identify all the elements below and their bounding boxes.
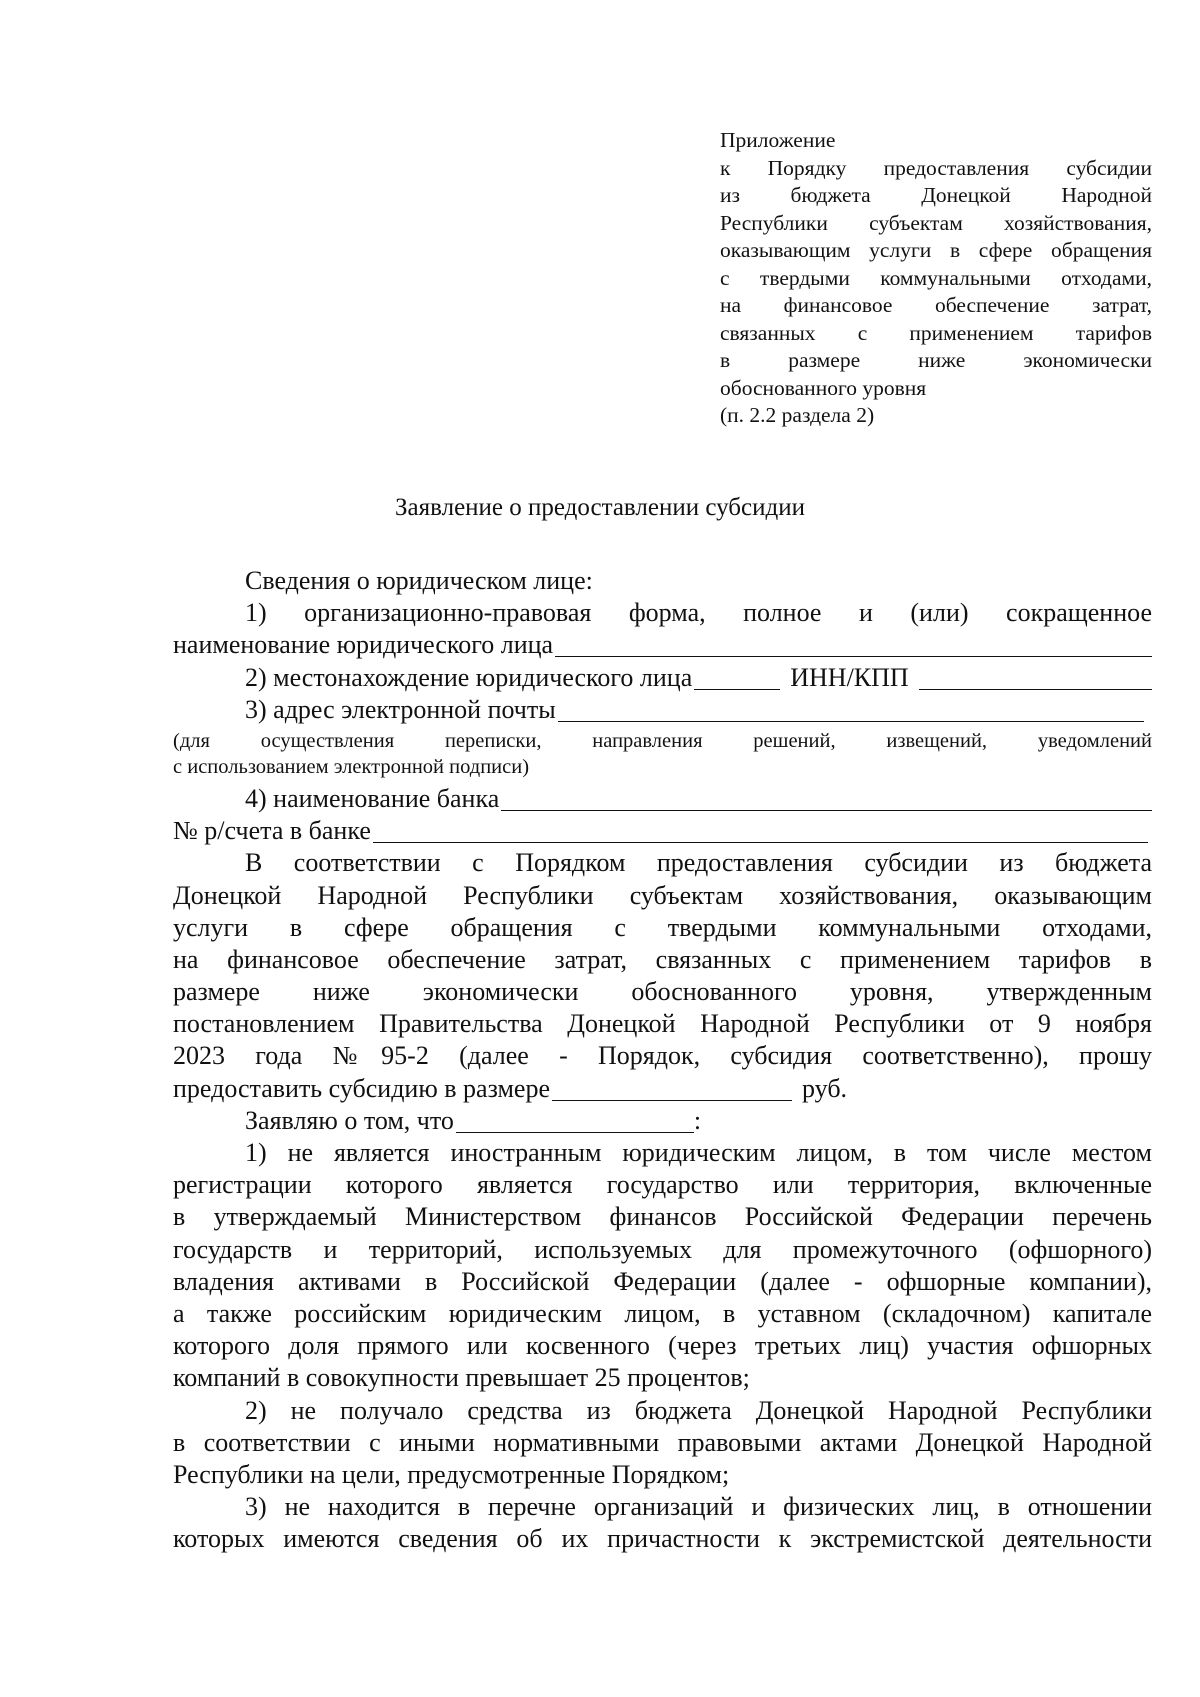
item3-label: 3) адрес электронной почты [245,694,556,724]
subsidy-amount-field[interactable] [552,1099,792,1101]
appendix-line: обоснованного уровня [720,375,927,400]
email-field[interactable] [558,720,1144,722]
email-note [173,728,1152,780]
entity-name-field[interactable] [555,655,1152,657]
appendix-line: (п. 2.2 раздела 2) [720,403,875,427]
document-body [173,565,1152,1555]
item4-line [173,783,1152,815]
subsidy-amount-label: предоставить субсидию в размере [173,1073,551,1103]
declaration-item3-line: которых имеются сведения об их причастности к экстремистской деятельности [173,1524,1152,1554]
appendix-line: в размере ниже экономически [720,348,1152,372]
declaration-item1-line: государств и территорий, используемых для промежуточного (офшорного) [173,1234,1152,1264]
location-field[interactable] [694,688,780,690]
request-line: 2023 года №95-2 (далее - Порядок, субсидия соответственно), прошу [173,1041,1152,1071]
request-last-line [173,1073,1152,1105]
item1-line2 [173,629,1152,661]
currency-label: руб. [802,1073,848,1103]
item1-line1: 1) организационно-правовая форма, полное и (или) сокращенное [245,598,1152,628]
declaration-item1-line: а также российским юридическим лицом, в уставном (складочном) капитале [173,1298,1152,1328]
request-line: на финансовое обеспечение затрат, связанных с применением тарифов в [173,944,1152,974]
account-label: № р/счета в банке [173,816,371,846]
bank-name-field[interactable] [501,809,1152,811]
declaration-item1-line: 1) не является иностранным юридическим лицом, в том числе местом [245,1138,1152,1167]
inn-kpp-field[interactable] [919,688,1152,690]
appendix-line: оказывающим услуги в сфере обращения [720,238,1152,262]
document-title: Заявление о предоставлении субсидии [395,494,805,521]
declaration-label: Заявляю о том, что [245,1105,454,1135]
item1-label: наименование юридического лица [173,630,554,660]
appendix-line: Приложение [720,128,836,152]
request-line: услуги в сфере обращения с твердыми коммунальными отходами, [173,912,1152,942]
item2-line [173,662,1152,694]
declaration-line [173,1105,1152,1137]
appendix-line: на финансовое обеспечение затрат, [720,293,1152,317]
declaration-colon: : [693,1105,702,1135]
appendix-line: Республики субъектам хозяйствования, [720,210,1152,235]
inn-kpp-label: ИНН/КПП [790,662,909,692]
declaration-item1-line: которого доля прямого или косвенного (через третьих лиц) участия офшорных [173,1331,1152,1361]
request-line: Донецкой Народной Республики субъектам хозяйствования, оказывающим [173,880,1152,910]
declaration-item1-line: в утверждаемый Министерством финансов Российской Федерации перечень [173,1202,1152,1232]
request-line: В соответствии с Порядком предоставления субсидии из бюджета [245,848,1152,878]
declaration-item2-last: Республики на цели, предусмотренные Порядком; [173,1459,730,1489]
appendix-line: к Порядку предоставления субсидии [720,155,1152,180]
email-note-line1: (для осуществления переписки, направления решений, извещений, уведомлений [173,729,1152,752]
appendix-line: связанных с применением тарифов [720,320,1152,345]
item2-label: 2) местонахождение юридического лица [245,662,693,692]
declaration-item1-line: владения активами в Российской Федерации (далее - офшорные компании), [173,1266,1152,1296]
account-number-field[interactable] [373,841,1148,843]
declaration-item1-last: компаний в совокупности превышает 25 процентов; [173,1363,750,1393]
request-line: размере ниже экономически обоснованного уровня, утвержденным [173,977,1152,1007]
declaration-item2-line: 2) не получало средства из бюджета Донецкой Народной Республики [245,1395,1152,1425]
declaration-item1-line: регистрации которого является государство или территория, включенные [173,1170,1152,1200]
email-note-line2: с использованием электронной подписи) [173,755,530,778]
appendix-reference [720,127,1152,430]
declaration-item2-line: в соответствии с иными нормативными правовыми актами Донецкой Народной [173,1427,1152,1457]
account-line [173,815,1152,847]
declaration-item3-line: 3) не находится в перечне организаций и физических лиц, в отношении [245,1492,1152,1522]
request-line: постановлением Правительства Донецкой Народной Республики от 9 ноября [173,1009,1152,1039]
legal-info-heading: Сведения о юридическом лице: [245,566,593,595]
appendix-line: с твердыми коммунальными отходами, [720,265,1152,290]
item3-line [173,694,1152,726]
appendix-line: из бюджета Донецкой Народной [720,183,1152,207]
declarant-name-field[interactable] [456,1131,694,1133]
item4-label: 4) наименование банка [245,783,500,813]
